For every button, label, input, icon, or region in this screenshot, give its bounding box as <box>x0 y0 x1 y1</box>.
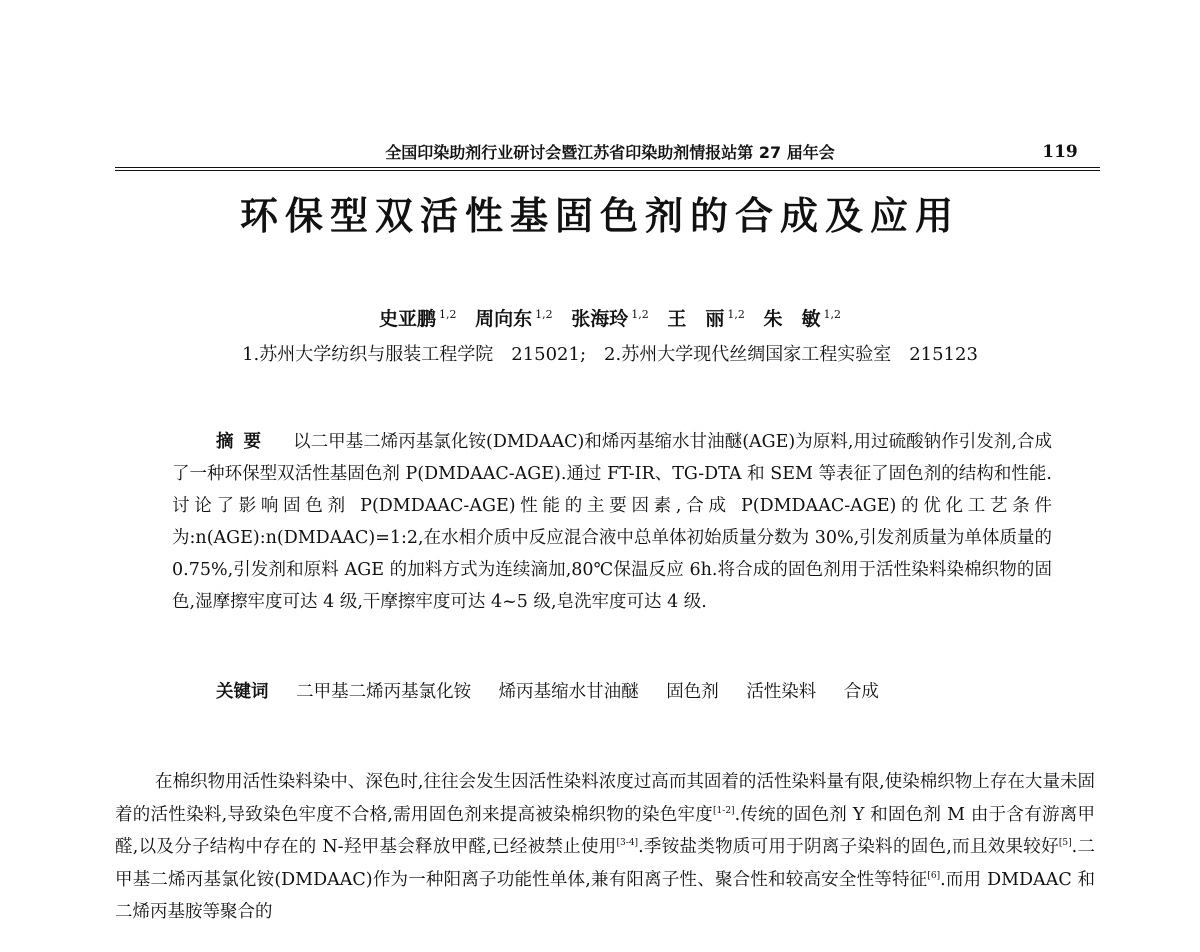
citation: [5] <box>1058 838 1072 849</box>
keyword: 合成 <box>843 682 879 702</box>
abstract-label: 摘要 <box>216 432 272 452</box>
keywords <box>216 678 1056 703</box>
keywords-label: 关键词 <box>216 682 269 702</box>
author: 王 丽 $^{1,2}$ <box>667 307 745 330</box>
abstract-text: 以二甲基二烯丙基氯化铵(DMDAAC)和烯丙基缩水甘油醚(AGE)为原料,用过硫酸钠作引发剂,合成了一种环保型双活性基固色剂 P(DMDAAC-AGE).通过 FT-IR、TG-DTA 和 SEM 等表征了固色剂的结构和性能.讨论了影响固色剂 P(DMDAAC-AGE)性能的主要因素,合成 P(DMDAAC-AGE)的优化工艺条件为:n(AGE):n(DMDAAC)=1:2,在水相介质中反应混合液中总单体初始质量分数为 30%,引发剂质量为单体质量的 0.75%,引发剂和原料 AGE 的加料方式为连续滴加,80℃保温反应 6h.将合成的固色剂用于活性染料染棉织物的固色,湿摩擦牢度可达 4 级,干摩擦牢度可达 4~5 级,皂洗牢度可达 4 级. <box>172 432 1052 612</box>
author: 朱 敏 $^{1,2}$ <box>763 307 842 330</box>
keyword: 二甲基二烯丙基氯化铵 <box>296 682 472 702</box>
citation: [1-2] <box>713 805 735 816</box>
citation: [3-4] <box>616 838 639 849</box>
abstract <box>172 426 1052 618</box>
paper-title: 环保型双活性基固色剂的合成及应用 <box>239 193 960 238</box>
body-paragraph: 在棉织物用活性染料染中、深色时,往往会发生因活性染料浓度过高而其固着的活性染料量有限,使染棉织物上存在大量未固着的活性染料,导致染色牢度不合格,需用固色剂来提高被染棉织物的染色牢度[1-2].传统的固色剂 Y 和固色剂 M 由于含有游离甲醛,以及分子结构中存在的 N-羟甲基会释放甲醛,已经被禁止使用[3-4].季铵盐类物质可用于阴离子染料的固色,而且效果较好[5].二甲基二烯丙基氯化铵(DMDAAC)作为一种阳离子功能性单体,兼有阳离子性、聚合性和较高安全性等特征[6].而用 DMDAAC 和二烯丙基胺等聚合的 <box>115 772 1095 922</box>
author-list <box>300 304 920 331</box>
affiliations: 1.苏州大学纺织与服装工程学院 215021; 2.苏州大学现代丝绸国家工程实验室 215123 <box>242 344 978 365</box>
author: 史亚鹏 $^{1,2}$ <box>378 307 457 330</box>
citation: [6] <box>927 870 941 881</box>
author: 周向东 $^{1,2}$ <box>475 307 553 330</box>
keyword: 活性染料 <box>746 682 817 702</box>
page-number: 119 <box>1042 142 1078 162</box>
header-rule <box>115 167 1100 171</box>
keyword: 烯丙基缩水甘油醚 <box>498 682 639 702</box>
author: 张海玲 $^{1,2}$ <box>571 307 649 330</box>
running-header: 全国印染助剂行业研讨会暨江苏省印染助剂情报站第 27 届年会 <box>385 143 835 162</box>
keyword: 固色剂 <box>666 682 719 702</box>
